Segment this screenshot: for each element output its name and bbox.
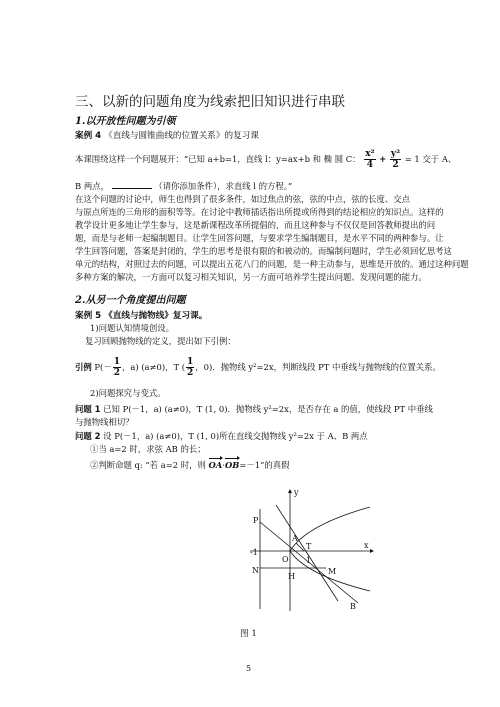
case4-label: 案例 4 — [75, 131, 102, 141]
case5-step1-desc: 复习回顾抛物线的定义，提出如下引例： — [85, 336, 236, 346]
label-x: x — [364, 541, 369, 550]
label-a: A — [292, 534, 298, 543]
label-h: H — [288, 572, 295, 581]
label-neg-one: -1 — [250, 548, 258, 557]
label-b: B — [350, 602, 356, 611]
label-o: O — [282, 555, 289, 564]
question1-line2: 与抛物线相切？ — [75, 417, 134, 427]
question2-label: 问题 2 — [75, 431, 101, 441]
figure-caption: 图 1 — [240, 629, 257, 639]
case4-para-line: 教学设计更多地让学生参与，这是新课程改革所提倡的，而且这种参与不仅仅是回答教师提出的问 — [75, 220, 436, 230]
x-axis-arrow — [370, 549, 374, 553]
fill-in-blank — [112, 180, 152, 189]
case4-problem-line: 本课围绕这样一个问题展开：“已知 a+b=1，直线 l：y=ax+b 和 椭 圆 C： $\frac{\text{x²}}{4}$ + $\frac{\text{y²}}{2}$ = 1 交于 A、 — [75, 149, 457, 170]
label-p: P — [253, 516, 259, 525]
case4-title: 《直线与圆锥曲线的位置关系》的复习课 — [104, 131, 259, 141]
subsection-title-1: 1.以开放性问题为引领 — [75, 116, 176, 127]
example-label: 引例 — [75, 362, 92, 372]
case4-para-line: 在这个问题的讨论中，师生也得到了很多条件，如过焦点的弦，弦的中点，弦的长度、交点 — [75, 194, 410, 204]
fraction-one-half: $\frac{1}{2}$ — [187, 357, 194, 378]
label-t: T — [306, 542, 312, 551]
case4-para-line: 多种方案的解决，一方面可以复习相关知识，另一方面可培养学生提出问题、发现问题的能力。 — [75, 272, 427, 282]
fraction-y2-over-2: $\frac{\text{y²}}{2}$ — [390, 149, 401, 170]
case4-para-line: 题，而是与老师一起编制题目。让学生回答问题，与要求学生编制题目，是水平不同的两种参与。让 — [75, 233, 444, 243]
question1-line1: 问题 1 已知 P(－1，a) (a≠0)，T (1, 0)．抛物线 y²=2x，是否存在 a 的值，使线段 PT 中垂线 — [75, 404, 433, 414]
label-m: M — [328, 567, 337, 576]
case4-para-line: 单元的结构，对照过去的问题，可以提出五花八门的问题，是一种主动参与，思维是开放的。通过这种问题 — [75, 259, 469, 269]
case5-title: 《直线与抛物线》复习课。 — [104, 311, 208, 321]
subsection-title-2: 2.从另一个角度提出问题 — [75, 295, 186, 306]
fraction-x2-over-4: $\frac{\text{x²}}{4}$ — [365, 149, 375, 170]
fraction-one-half: $\frac{1}{2}$ — [113, 357, 120, 378]
label-y: y — [294, 488, 299, 497]
label-n: N — [252, 566, 259, 575]
question2-sub2: ②判断命题 q: “若 a=2 时，则 OA·OB=－1”的真假 — [90, 460, 290, 470]
perpendicular-bisector — [276, 505, 338, 601]
question1-label: 问题 1 — [75, 404, 101, 414]
figure-parabola-diagram — [246, 485, 376, 615]
case5-label: 案例 5 — [75, 311, 102, 321]
page-number: 5 — [246, 664, 252, 673]
case4-eq-tail: = 1 交于 A、 — [404, 154, 457, 164]
vector-oa: OA — [208, 460, 223, 470]
case4-condition-line: B 两点， （请你添加条件），求直线 l 的方程。” — [75, 181, 293, 191]
case4-para-line: 学生回答问题，答案是封闭的，学生的思考是很有限的和被动的。而编制问题时，学生必须回忆思考这 — [75, 246, 452, 256]
case5-heading — [75, 309, 207, 321]
case4-heading — [75, 129, 259, 141]
y-axis-arrow — [288, 489, 292, 493]
case4-intro: 本课围绕这样一个问题展开：“已知 a+b=1，直线 l：y=ax+b 和 椭 圆 C： — [75, 154, 361, 164]
section-title: 三、以新的问题角度为线索把旧知识进行串联 — [75, 94, 345, 110]
label-one: 1 — [306, 556, 312, 565]
question2-sub1: ①当 a=2 时，求弦 AB 的长； — [90, 444, 206, 454]
vector-ob: OB — [224, 460, 240, 470]
case4-para-line: 与原点所连的三角形的面积等等。在讨论中教师插话指出所提或所得到的结论相应的知识点。这样的 — [75, 207, 444, 217]
example-line: 引例 P(－ $\frac{1}{2}$ ，a) (a≠0)，T ( $\frac{1}{2}$ ，0)．抛物线 y²=2x，判断线段 PT 中垂线与抛物线的位置关系。 — [75, 357, 441, 378]
question2-line1: 问题 2 设 P(－1，a) (a≠0)，T (1, 0)所在直线交抛物线 y²=2x 于 A、B 两点 — [75, 431, 368, 441]
case5-step1: 1)问题认知情境创设。 — [90, 323, 174, 333]
case5-step2: 2)问题探究与变式。 — [90, 388, 166, 398]
